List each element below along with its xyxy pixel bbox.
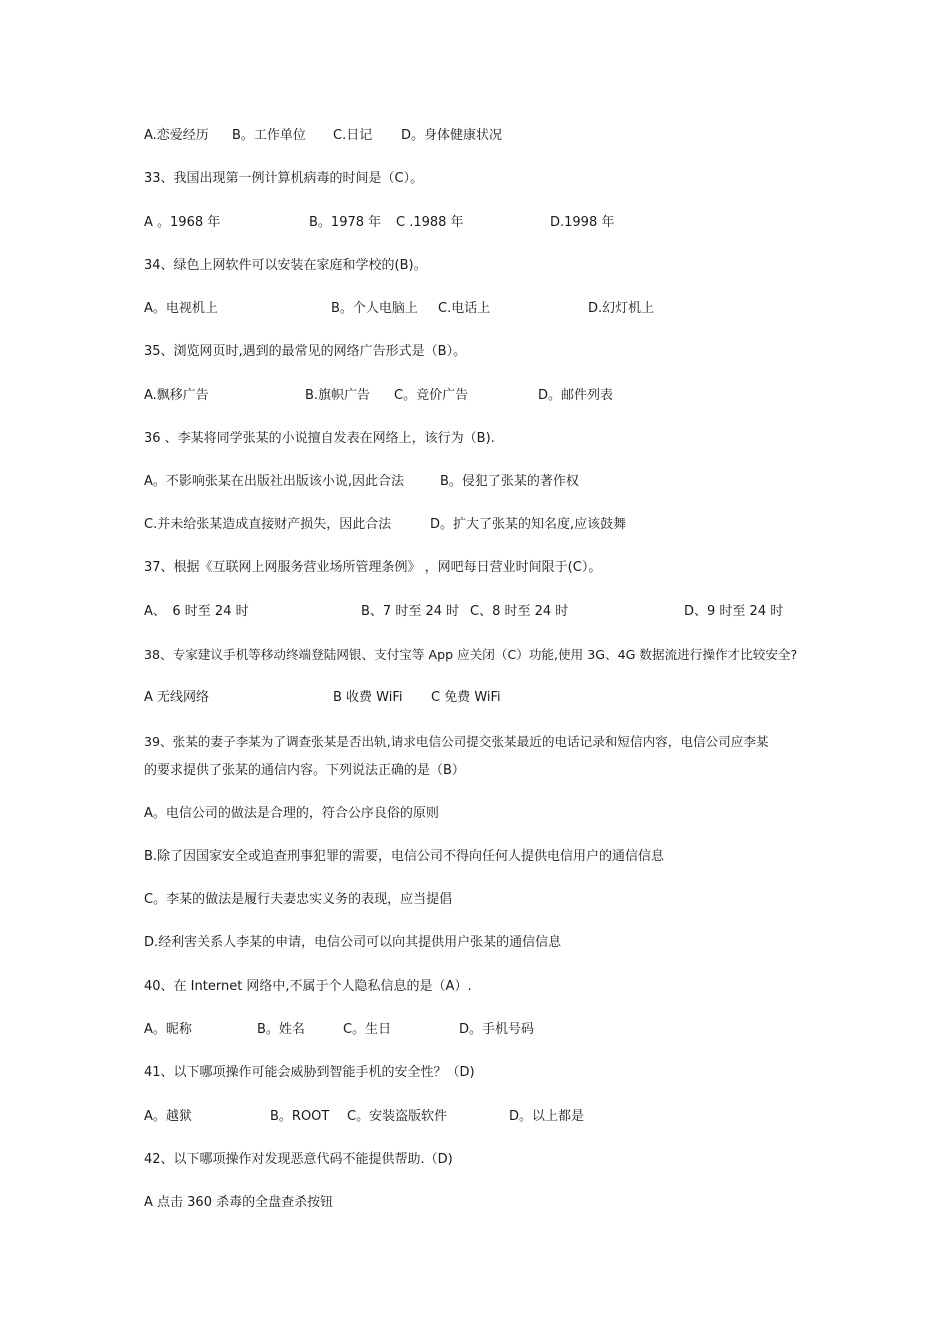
q37-option-a: A、 6 时至 24 时 — [144, 604, 249, 619]
q33-option-d: D.1998 年 — [550, 215, 615, 230]
q33-option-a: A 。1968 年 — [144, 215, 221, 230]
q40-option-b: B。姓名 — [257, 1022, 305, 1037]
q41-option-d: D。以上都是 — [509, 1109, 585, 1124]
q32-option-b: B。工作单位 — [232, 128, 306, 143]
q33-question: 33、我国出现第一例计算机病毒的时间是（C）。 — [144, 171, 424, 186]
q34-option-a: A。电视机上 — [144, 301, 218, 316]
q40-question: 40、在 Internet 网络中,不属于个人隐私信息的是（A）. — [144, 979, 472, 994]
q38-option-c: C 免费 WiFi — [431, 690, 501, 705]
q42-question: 42、以下哪项操作对发现恶意代码不能提供帮助.（D) — [144, 1152, 453, 1167]
q36-question: 36 、李某将同学张某的小说擅自发表在网络上，该行为（B). — [144, 431, 495, 446]
q39-question-line-1: 39、张某的妻子李某为了调查张某是否出轨,请求电信公司提交张某最近的电话记录和短信内容，电信公司应李某 — [144, 734, 769, 749]
q36-option-d: D。扩大了张某的知名度,应该鼓舞 — [430, 517, 627, 532]
q35-option-d: D。邮件列表 — [538, 388, 614, 403]
q33-option-b: B。1978 年 — [309, 215, 382, 230]
q37-option-d: D、9 时至 24 时 — [684, 604, 784, 619]
q32-option-d: D。身体健康状况 — [401, 128, 503, 143]
q36-option-c: C.并未给张某造成直接财产损失，因此合法 — [144, 517, 392, 532]
q36-option-b: B。侵犯了张某的著作权 — [440, 474, 579, 489]
q42-option-a: A 点击 360 杀毒的全盘查杀按钮 — [144, 1195, 334, 1210]
q32-option-a: A.恋爱经历 — [144, 128, 209, 143]
q34-option-d: D.幻灯机上 — [588, 301, 655, 316]
q38-option-a: A 无线网络 — [144, 690, 210, 705]
q32-option-c: C.日记 — [333, 128, 373, 143]
q41-option-b: B。ROOT — [270, 1109, 330, 1124]
q34-option-c: C.电话上 — [438, 301, 491, 316]
q39-option-c: C。李某的做法是履行夫妻忠实义务的表现，应当提倡 — [144, 892, 453, 907]
q39-option-a: A。电信公司的做法是合理的，符合公序良俗的原则 — [144, 806, 439, 821]
q34-option-b: B。个人电脑上 — [331, 301, 418, 316]
q37-option-c: C、8 时至 24 时 — [470, 604, 569, 619]
q41-option-a: A。越狱 — [144, 1109, 192, 1124]
q35-option-a: A.飘移广告 — [144, 388, 209, 403]
q38-option-b: B 收费 WiFi — [333, 690, 403, 705]
q36-option-a: A。不影响张某在出版社出版该小说,因此合法 — [144, 474, 405, 489]
q35-option-c: C。竞价广告 — [394, 388, 469, 403]
q41-question: 41、以下哪项操作可能会威胁到智能手机的安全性？（D) — [144, 1065, 475, 1080]
q41-option-c: C。安装盗版软件 — [347, 1109, 448, 1124]
q33-option-c: C .1988 年 — [396, 215, 464, 230]
q34-question: 34、绿色上网软件可以安装在家庭和学校的(B)。 — [144, 258, 427, 273]
q37-question: 37、根据《互联网上网服务营业场所管理条例》 ，网吧每日营业时间限于(C）。 — [144, 560, 602, 575]
q39-option-b: B.除了因国家安全或追查刑事犯罪的需要，电信公司不得向任何人提供电信用户的通信信息 — [144, 849, 665, 864]
q35-option-b: B.旗帜广告 — [305, 388, 371, 403]
q38-question: 38、专家建议手机等移动终端登陆网银、支付宝等 App 应关闭（C）功能,使用 3G、4G 数据流进行操作才比较安全? — [144, 647, 798, 662]
q39-option-d: D.经利害关系人李某的申请，电信公司可以向其提供用户张某的通信信息 — [144, 935, 562, 950]
q40-option-d: D。手机号码 — [459, 1022, 535, 1037]
q39-question-line-2: 的要求提供了张某的通信内容。下列说法正确的是（B） — [144, 763, 465, 778]
q40-option-a: A。昵称 — [144, 1022, 192, 1037]
q40-option-c: C。生日 — [343, 1022, 392, 1037]
q35-question: 35、浏览网页时,遇到的最常见的网络广告形式是（B）。 — [144, 344, 467, 359]
q37-option-b: B、7 时至 24 时 — [361, 604, 460, 619]
